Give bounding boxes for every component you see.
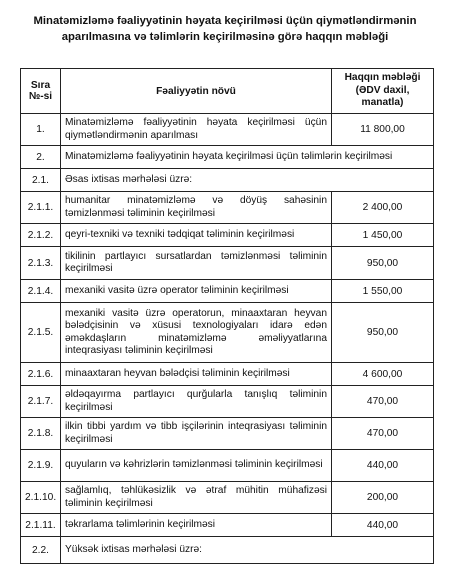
row-amount: 950,00 <box>332 303 434 363</box>
table-row <box>21 303 434 363</box>
table-row <box>21 169 434 192</box>
title-line-1: Minatəmizləmə fəaliyyətinin həyata keçirilməsi üçün qiymətləndirmənin <box>33 15 417 27</box>
row-amount: 4 600,00 <box>332 363 434 386</box>
row-amount: 11 800,00 <box>332 114 434 146</box>
row-number: 2.1.9. <box>21 450 61 482</box>
row-number: 2.2. <box>21 537 61 564</box>
row-amount: 1 450,00 <box>332 224 434 247</box>
table-row <box>21 418 434 450</box>
row-activity: Əsas ixtisas mərhələsi üzrə: <box>61 169 434 192</box>
row-number: 2.1.8. <box>21 418 61 450</box>
row-number: 2.1. <box>21 169 61 192</box>
table-row <box>21 482 434 514</box>
header-number-line-2: №-si <box>28 91 53 102</box>
table-header-row <box>21 69 434 114</box>
table-row <box>21 114 434 146</box>
header-number-line-1: Sıra <box>30 80 51 91</box>
title-line-2: aparılmasına və təlimlərin keçirilməsinə görə haqqın məbləği <box>61 31 389 43</box>
row-activity: tikilinin partlayıcı sursatlardan təmizlənməsi təliminin keçirilməsi <box>61 247 332 280</box>
row-activity: əldəqayırma partlayıcı qurğularla tanışlıq təliminin keçirilməsi <box>61 386 332 418</box>
row-amount: 1 550,00 <box>332 280 434 303</box>
table-row <box>21 386 434 418</box>
row-number: 2.1.10. <box>21 482 61 514</box>
header-amount-line-2: (ƏDV daxil, <box>355 84 410 96</box>
row-activity: Minatəmizləmə fəaliyyətinin həyata keçirilməsi üçün təlimlərin keçirilməsi <box>61 146 434 169</box>
row-amount: 950,00 <box>332 247 434 280</box>
header-amount-line-3: manatla) <box>361 97 404 109</box>
row-activity: Yüksək ixtisas mərhələsi üzrə: <box>61 537 434 564</box>
row-amount: 440,00 <box>332 514 434 537</box>
row-activity: təkrarlama təlimlərinin keçirilməsi <box>61 514 332 537</box>
row-activity: mexaniki vasitə üzrə operatorun, minaaxtaran heyvan bələdçisinin və xüsusi texnologiyaları idarə edən əməkdaşların minatəmizləmə əməliyyatlarına inteqrasiyası təliminin keçirilməsi <box>61 303 332 363</box>
document-title <box>12 13 438 45</box>
row-number: 2.1.7. <box>21 386 61 418</box>
row-number: 2.1.2. <box>21 224 61 247</box>
table-row <box>21 514 434 537</box>
row-amount: 200,00 <box>332 482 434 514</box>
row-activity: sağlamlıq, təhlükəsizlik və ətraf mühitin mühafizəsi təliminin keçirilməsi <box>61 482 332 514</box>
row-number: 2.1.4. <box>21 280 61 303</box>
row-number: 2.1.6. <box>21 363 61 386</box>
header-number <box>21 69 61 114</box>
row-activity: mexaniki vasitə üzrə operator təliminin keçirilməsi <box>61 280 332 303</box>
row-activity: quyuların və kəhrizlərin təmizlənməsi təliminin keçirilməsi <box>61 450 332 482</box>
header-amount-line-1: Haqqın məbləği <box>344 72 421 84</box>
row-activity: minaaxtaran heyvan bələdçisi təliminin keçirilməsi <box>61 363 332 386</box>
table-row <box>21 247 434 280</box>
table-row <box>21 450 434 482</box>
row-amount: 470,00 <box>332 386 434 418</box>
row-number: 2.1.1. <box>21 192 61 224</box>
row-activity: qeyri-texniki və texniki tədqiqat təliminin keçirilməsi <box>61 224 332 247</box>
row-amount: 2 400,00 <box>332 192 434 224</box>
row-activity: humanitar minatəmizləmə və döyüş sahəsinin təmizlənməsi təliminin keçirilməsi <box>61 192 332 224</box>
table-row <box>21 280 434 303</box>
row-amount: 440,00 <box>332 450 434 482</box>
table-row <box>21 146 434 169</box>
row-activity: Minatəmizləmə fəaliyyətinin həyata keçirilməsi üçün qiymətləndirmənin aparılması <box>61 114 332 146</box>
table-row <box>21 363 434 386</box>
row-number: 2. <box>21 146 61 169</box>
row-number: 2.1.11. <box>21 514 61 537</box>
table-row <box>21 224 434 247</box>
header-amount <box>332 69 434 114</box>
header-activity: Fəaliyyətin növü <box>61 69 332 114</box>
row-activity: ilkin tibbi yardım və tibb işçilərinin inteqrasiyası təliminin keçirilməsi <box>61 418 332 450</box>
row-amount: 470,00 <box>332 418 434 450</box>
table-row <box>21 192 434 224</box>
table-row <box>21 537 434 564</box>
fee-table <box>20 68 434 564</box>
row-number: 1. <box>21 114 61 146</box>
row-number: 2.1.5. <box>21 303 61 363</box>
row-number: 2.1.3. <box>21 247 61 280</box>
